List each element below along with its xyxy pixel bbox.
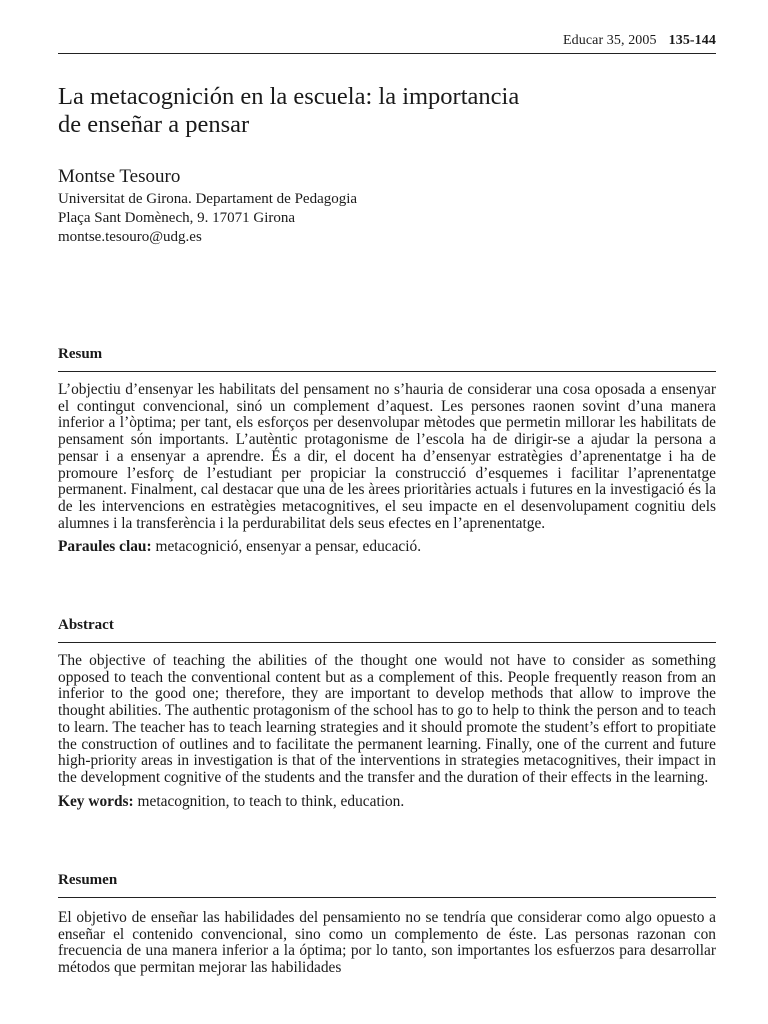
abstract-heading: Abstract: [58, 616, 716, 643]
resum-text: L’objectiu d’ensenyar les habilitats del pensament no s’hauria de considerar una cosa oposada a ensenyar el contingut convencional, sinó un complement d’aquest. Les persones raonen sovint d’una manera inferior a l’òptima; per tant, els esforços per desenvolupar mètodes que permetin millorar les habilitats de pensament són importants. L’autèntic protagonisme de l’escola ha de dirigir-se a ajudar la persona a pensar i a ensenyar a aprendre. És a dir, el docent ha d’ensenyar estratègies d’aprenentatge i ha de promoure l’esforç de l’estudiant per propiciar la construcció d’esquemes i facilitar l’aprenentatge permanent. Finalment, cal destacar que una de les àrees prioritàries actuals i futures en la investigació és la de les intervencions en estratègies metacognitives, el seu impacte en el desenvolupament cognitiu dels alumnes i la transferència i la perdurabilitat dels seus efectes en l’aprenentatge.: [58, 381, 716, 532]
author-name: Montse Tesouro: [58, 166, 181, 187]
abstract-keywords-list: metacognition, to teach to think, education.: [137, 792, 405, 810]
title-line-2: de enseñar a pensar: [58, 111, 250, 138]
abstract-text: The objective of teaching the abilities of the thought one would not have to consider as something opposed to teach the conventional content but as a complement of this. People frequently reason from an inferior to the good one; therefore, they are important to develop methods that allow to improve the thought abilities. The authentic protagonism of the school has to go to help to think the person and to teach to learn. The teacher has to teach learning strategies and it should promote the student’s effort to propitiate the construction of outlines and to facilitate the permanent learning. Finally, one of the current and future high-priority areas in investigation is that of the interventions in strategies metacognitives, their impact in the development cognitive of the students and the transfer and the duration of their effects in the learning.: [58, 652, 716, 786]
author-affiliation: [58, 190, 357, 247]
affiliation-address: Plaça Sant Domènech, 9. 17071 Girona: [58, 210, 296, 226]
paper-page: [58, 0, 716, 1024]
affiliation-department: Universitat de Girona. Departament de Pedagogia: [58, 191, 358, 207]
resumen-heading: Resumen: [58, 871, 716, 898]
resum-keywords-label: Paraules clau:: [58, 538, 152, 556]
abstract-keywords: [58, 793, 716, 811]
resumen-text: El objetivo de enseñar las habilidades del pensamiento no se tendría que considerar como algo opuesto a enseñar el contenido convencional, sino como un complemento de éste. Las personas razonan con frecuencia de una manera inferior a la óptima; por lo tanto, son importantes los esfuerzos para desarrollar métodos que permitan mejorar las habilidades: [58, 909, 716, 977]
resum-section: [58, 345, 716, 556]
title-line-1: La metacognición en la escuela: la importancia: [58, 83, 520, 110]
resum-keywords: [58, 538, 716, 556]
article-title: [58, 83, 716, 139]
abstract-keywords-label: Key words:: [58, 792, 134, 810]
running-head: [563, 33, 716, 49]
abstract-section: [58, 616, 716, 811]
resum-keywords-list: metacognició, ensenyar a pensar, educació.: [155, 538, 422, 556]
resumen-section: [58, 871, 716, 977]
page-range: 135-144: [668, 33, 716, 48]
author-email[interactable]: montse.tesouro@udg.es: [58, 229, 202, 245]
header-rule: [58, 53, 716, 54]
journal-citation: Educar 35, 2005: [562, 33, 657, 48]
resum-heading: Resum: [58, 345, 716, 372]
